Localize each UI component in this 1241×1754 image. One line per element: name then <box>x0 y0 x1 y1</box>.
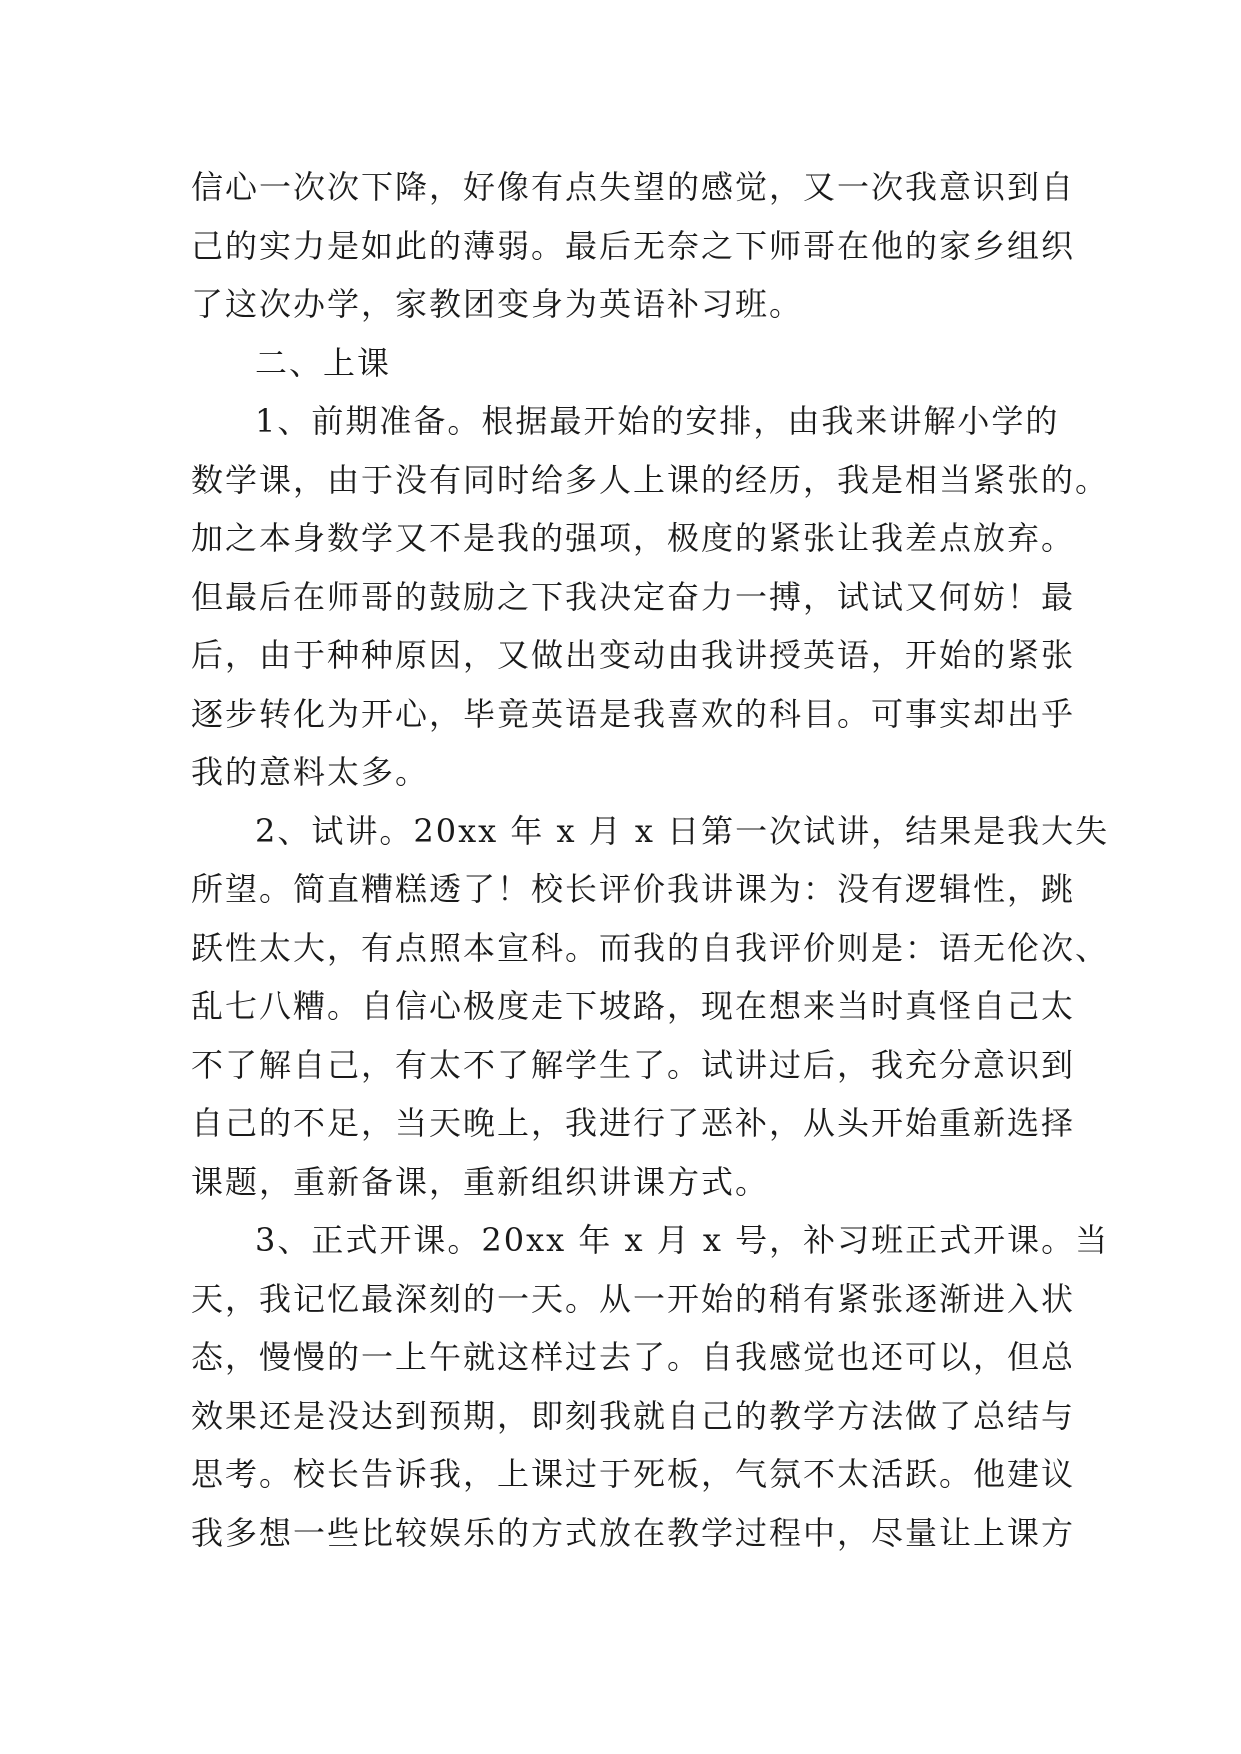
text-line: 课题，重新备课，重新组织讲课方式。 <box>191 1162 770 1201</box>
text-line: 1、前期准备。根据最开始的安排，由我来讲解小学的 <box>255 402 1060 440</box>
text-line: 跃性太大，有点照本宣科。而我的自我评价则是：语无伦次、 <box>191 928 1110 967</box>
text-line: 思考。校长告诉我，上课过于死板，气氛不太活跃。他建议 <box>191 1455 1076 1493</box>
text-line: 但最后在师哥的鼓励之下我决定奋力一搏，试试又何妨！最 <box>191 577 1076 616</box>
text-line: 加之本身数学又不是我的强项，极度的紧张让我差点放弃。 <box>191 519 1076 557</box>
text-line: 自己的不足，当天晚上，我进行了恶补，从头开始重新选择 <box>191 1104 1076 1142</box>
document-body <box>191 158 1110 1562</box>
text-line: 2、试讲。20xx 年 x 月 x 日第一次试讲，结果是我大失 <box>255 811 1110 850</box>
text-line: 后，由于种种原因，又做出变动由我讲授英语，开始的紧张 <box>191 636 1076 674</box>
text-line: 所望。简直糟糕透了！校长评价我讲课为：没有逻辑性，跳 <box>191 870 1076 908</box>
text-line: 数学课，由于没有同时给多人上课的经历，我是相当紧张的。 <box>191 460 1110 499</box>
text-line: 乱七八糟。自信心极度走下坡路，现在想来当时真怪自己太 <box>191 987 1076 1025</box>
text-line: 信心一次次下降，好像有点失望的感觉，又一次我意识到自 <box>191 168 1076 206</box>
text-line: 态，慢慢的一上午就这样过去了。自我感觉也还可以，但总 <box>191 1338 1076 1376</box>
text-line: 我多想一些比较娱乐的方式放在教学过程中，尽量让上课方 <box>191 1513 1076 1552</box>
text-line: 逐步转化为开心，毕竟英语是我喜欢的科目。可事实却出乎 <box>191 694 1076 733</box>
text-line: 3、正式开课。20xx 年 x 月 x 号，补习班正式开课。当 <box>255 1221 1110 1259</box>
text-line: 二、上课 <box>255 343 392 382</box>
text-line: 了这次办学，家教团变身为英语补习班。 <box>191 285 804 323</box>
text-line: 不了解自己，有太不了解学生了。试讲过后，我充分意识到 <box>191 1045 1076 1084</box>
text-line: 我的意料太多。 <box>191 753 430 791</box>
text-line: 己的实力是如此的薄弱。最后无奈之下师哥在他的家乡组织 <box>191 226 1076 265</box>
text-line: 天，我记忆最深刻的一天。从一开始的稍有紧张逐渐进入状 <box>191 1279 1076 1318</box>
text-line: 效果还是没达到预期，即刻我就自己的教学方法做了总结与 <box>191 1396 1076 1435</box>
